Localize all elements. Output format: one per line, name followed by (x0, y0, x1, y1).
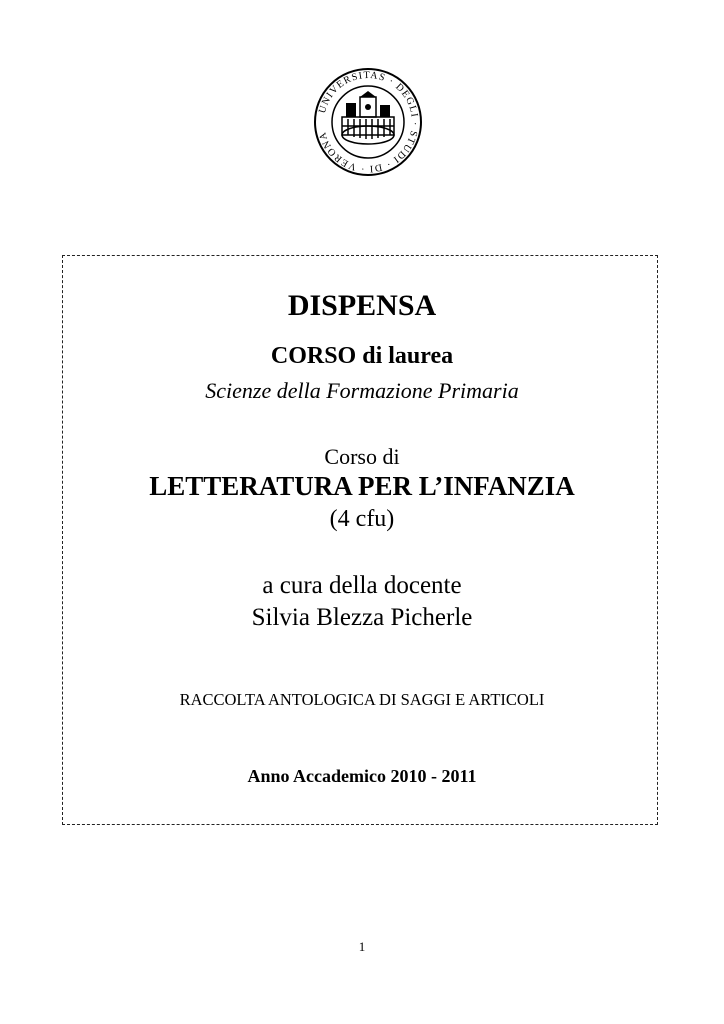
university-seal-icon (313, 67, 423, 177)
course-prefix: Corso di (324, 444, 400, 469)
title-frame (62, 255, 658, 825)
page-number: 1 (358, 939, 366, 954)
collection-subtitle: RACCOLTA ANTOLOGICA DI SAGGI E ARTICOLI (179, 690, 545, 709)
editor-name: Silvia Blezza Picherle (251, 604, 473, 631)
degree-name: Scienze della Formazione Primaria (205, 378, 519, 403)
document-title: DISPENSA (287, 289, 437, 322)
course-name: LETTERATURA PER L’INFANZIA (149, 471, 575, 501)
course-credits: (4 cfu) (329, 506, 395, 532)
degree-course-label: CORSO di laurea (270, 343, 454, 369)
editor-label: a cura della docente (262, 572, 462, 599)
academic-year: Anno Accademico 2010 - 2011 (247, 766, 477, 786)
svg-text:UNIVERSITAS · DEGLI · STUDI ·: UNIVERSITAS · DEGLI · STUDI · DI · VERONA (316, 69, 421, 175)
